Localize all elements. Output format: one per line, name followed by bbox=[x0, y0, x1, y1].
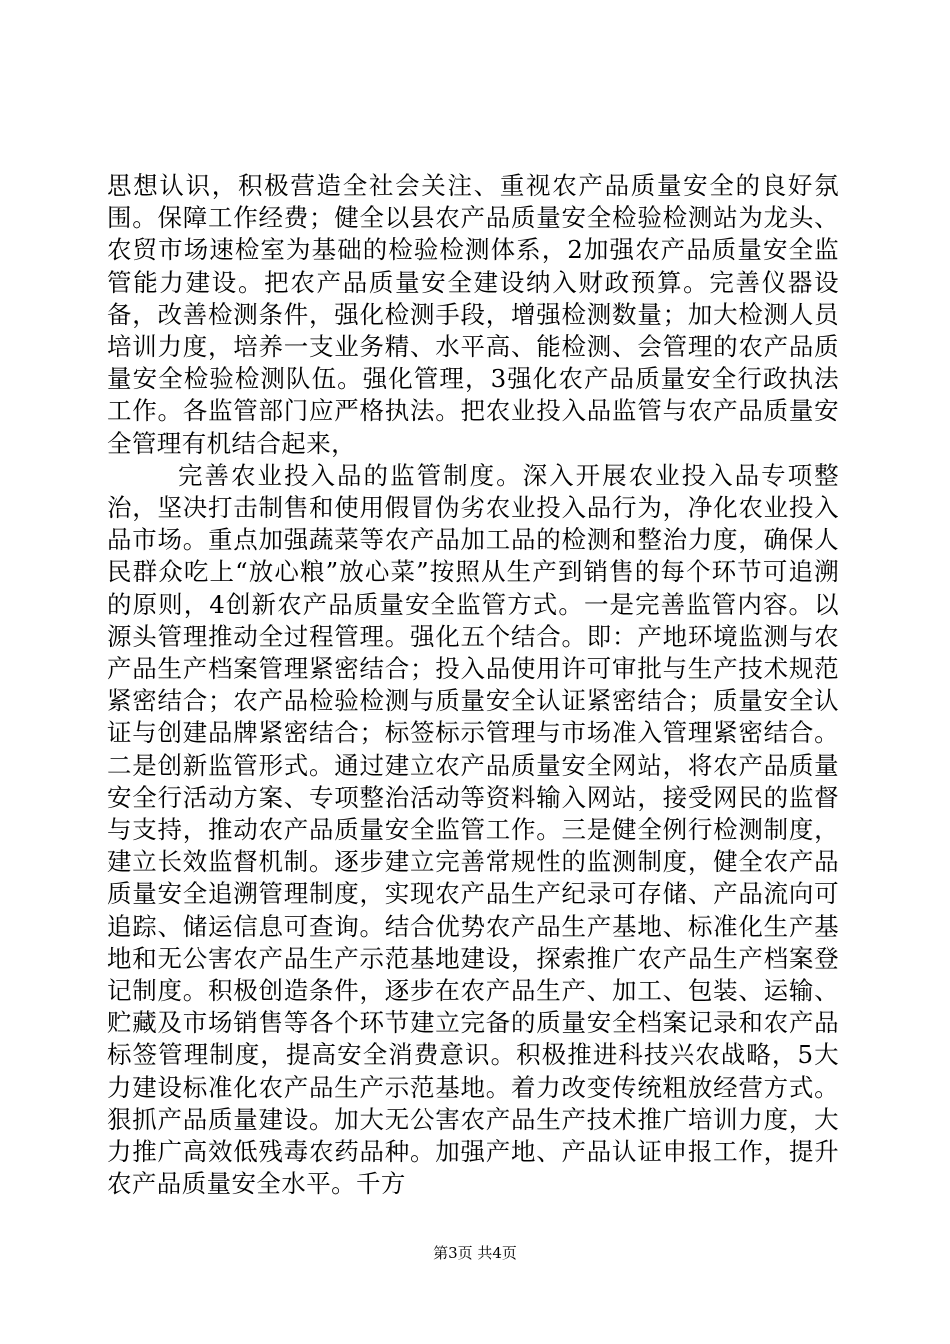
document-body bbox=[107, 170, 839, 1201]
paragraph-1: 思想认识，积极营造全社会关注、重视农产品质量安全的良好氛围。保障工作经费；健全以县农产品质量安全检验检测站为龙头、农贸市场速检室为基础的检验检测体系，2加强农产品质量安全监管能力建设。把农产品质量安全建设纳入财政预算。完善仪器设备，改善检测条件，强化检测手段，增强检测数量；加大检测人员培训力度，培养一支业务精、水平高、能检测、会管理的农产品质量安全检验检测队伍。强化管理，3强化农产品质量安全行政执法工作。各监管部门应严格执法。把农业投入品监管与农产品质量安全管理有机结合起来， bbox=[107, 171, 839, 458]
page-number-footer: 第3页 共4页 bbox=[433, 1244, 517, 1262]
paragraph-2: 完善农业投入品的监管制度。深入开展农业投入品专项整治，坚决打击制售和使用假冒伪劣农业投入品行为，净化农业投入品市场。重点加强蔬菜等农产品加工品的检测和整治力度，确保人民群众吃上“放心粮”放心菜”按照从生产到销售的每个环节可追溯的原则，4创新农产品质量安全监管方式。一是完善监管内容。以源头管理推动全过程管理。强化五个结合。即：产地环境监测与农产品生产档案管理紧密结合；投入品使用许可审批与生产技术规范紧密结合；农产品检验检测与质量安全认证紧密结合；质量安全认证与创建品牌紧密结合；标签标示管理与市场准入管理紧密结合。二是创新监管形式。通过建立农产品质量安全网站，将农产品质量安全行活动方案、专项整治活动等资料输入网站，接受网民的监督与支持，推动农产品质量安全监管工作。三是健全例行检测制度，建立长效监督机制。逐步建立完善常规性的监测制度，健全农产品质量安全追溯管理制度，实现农产品生产纪录可存储、产品流向可追踪、储运信息可查询。结合优势农产品生产基地、标准化生产基地和无公害农产品生产示范基地建设，探索推广农产品生产档案登记制度。积极创造条件，逐步在农产品生产、加工、包装、运输、贮藏及市场销售等各个环节建立完备的质量安全档案记录和农产品标签管理制度，提高安全消费意识。积极推进科技兴农战略，5大力建设标准化农产品生产示范基地。着力改变传统粗放经营方式。狠抓产品质量建设。加大无公害农产品生产技术推广培训力度，大力推广高效低残毒农药品种。加强产地、产品认证申报工作，提升农产品质量安全水平。千方 bbox=[107, 460, 839, 1199]
